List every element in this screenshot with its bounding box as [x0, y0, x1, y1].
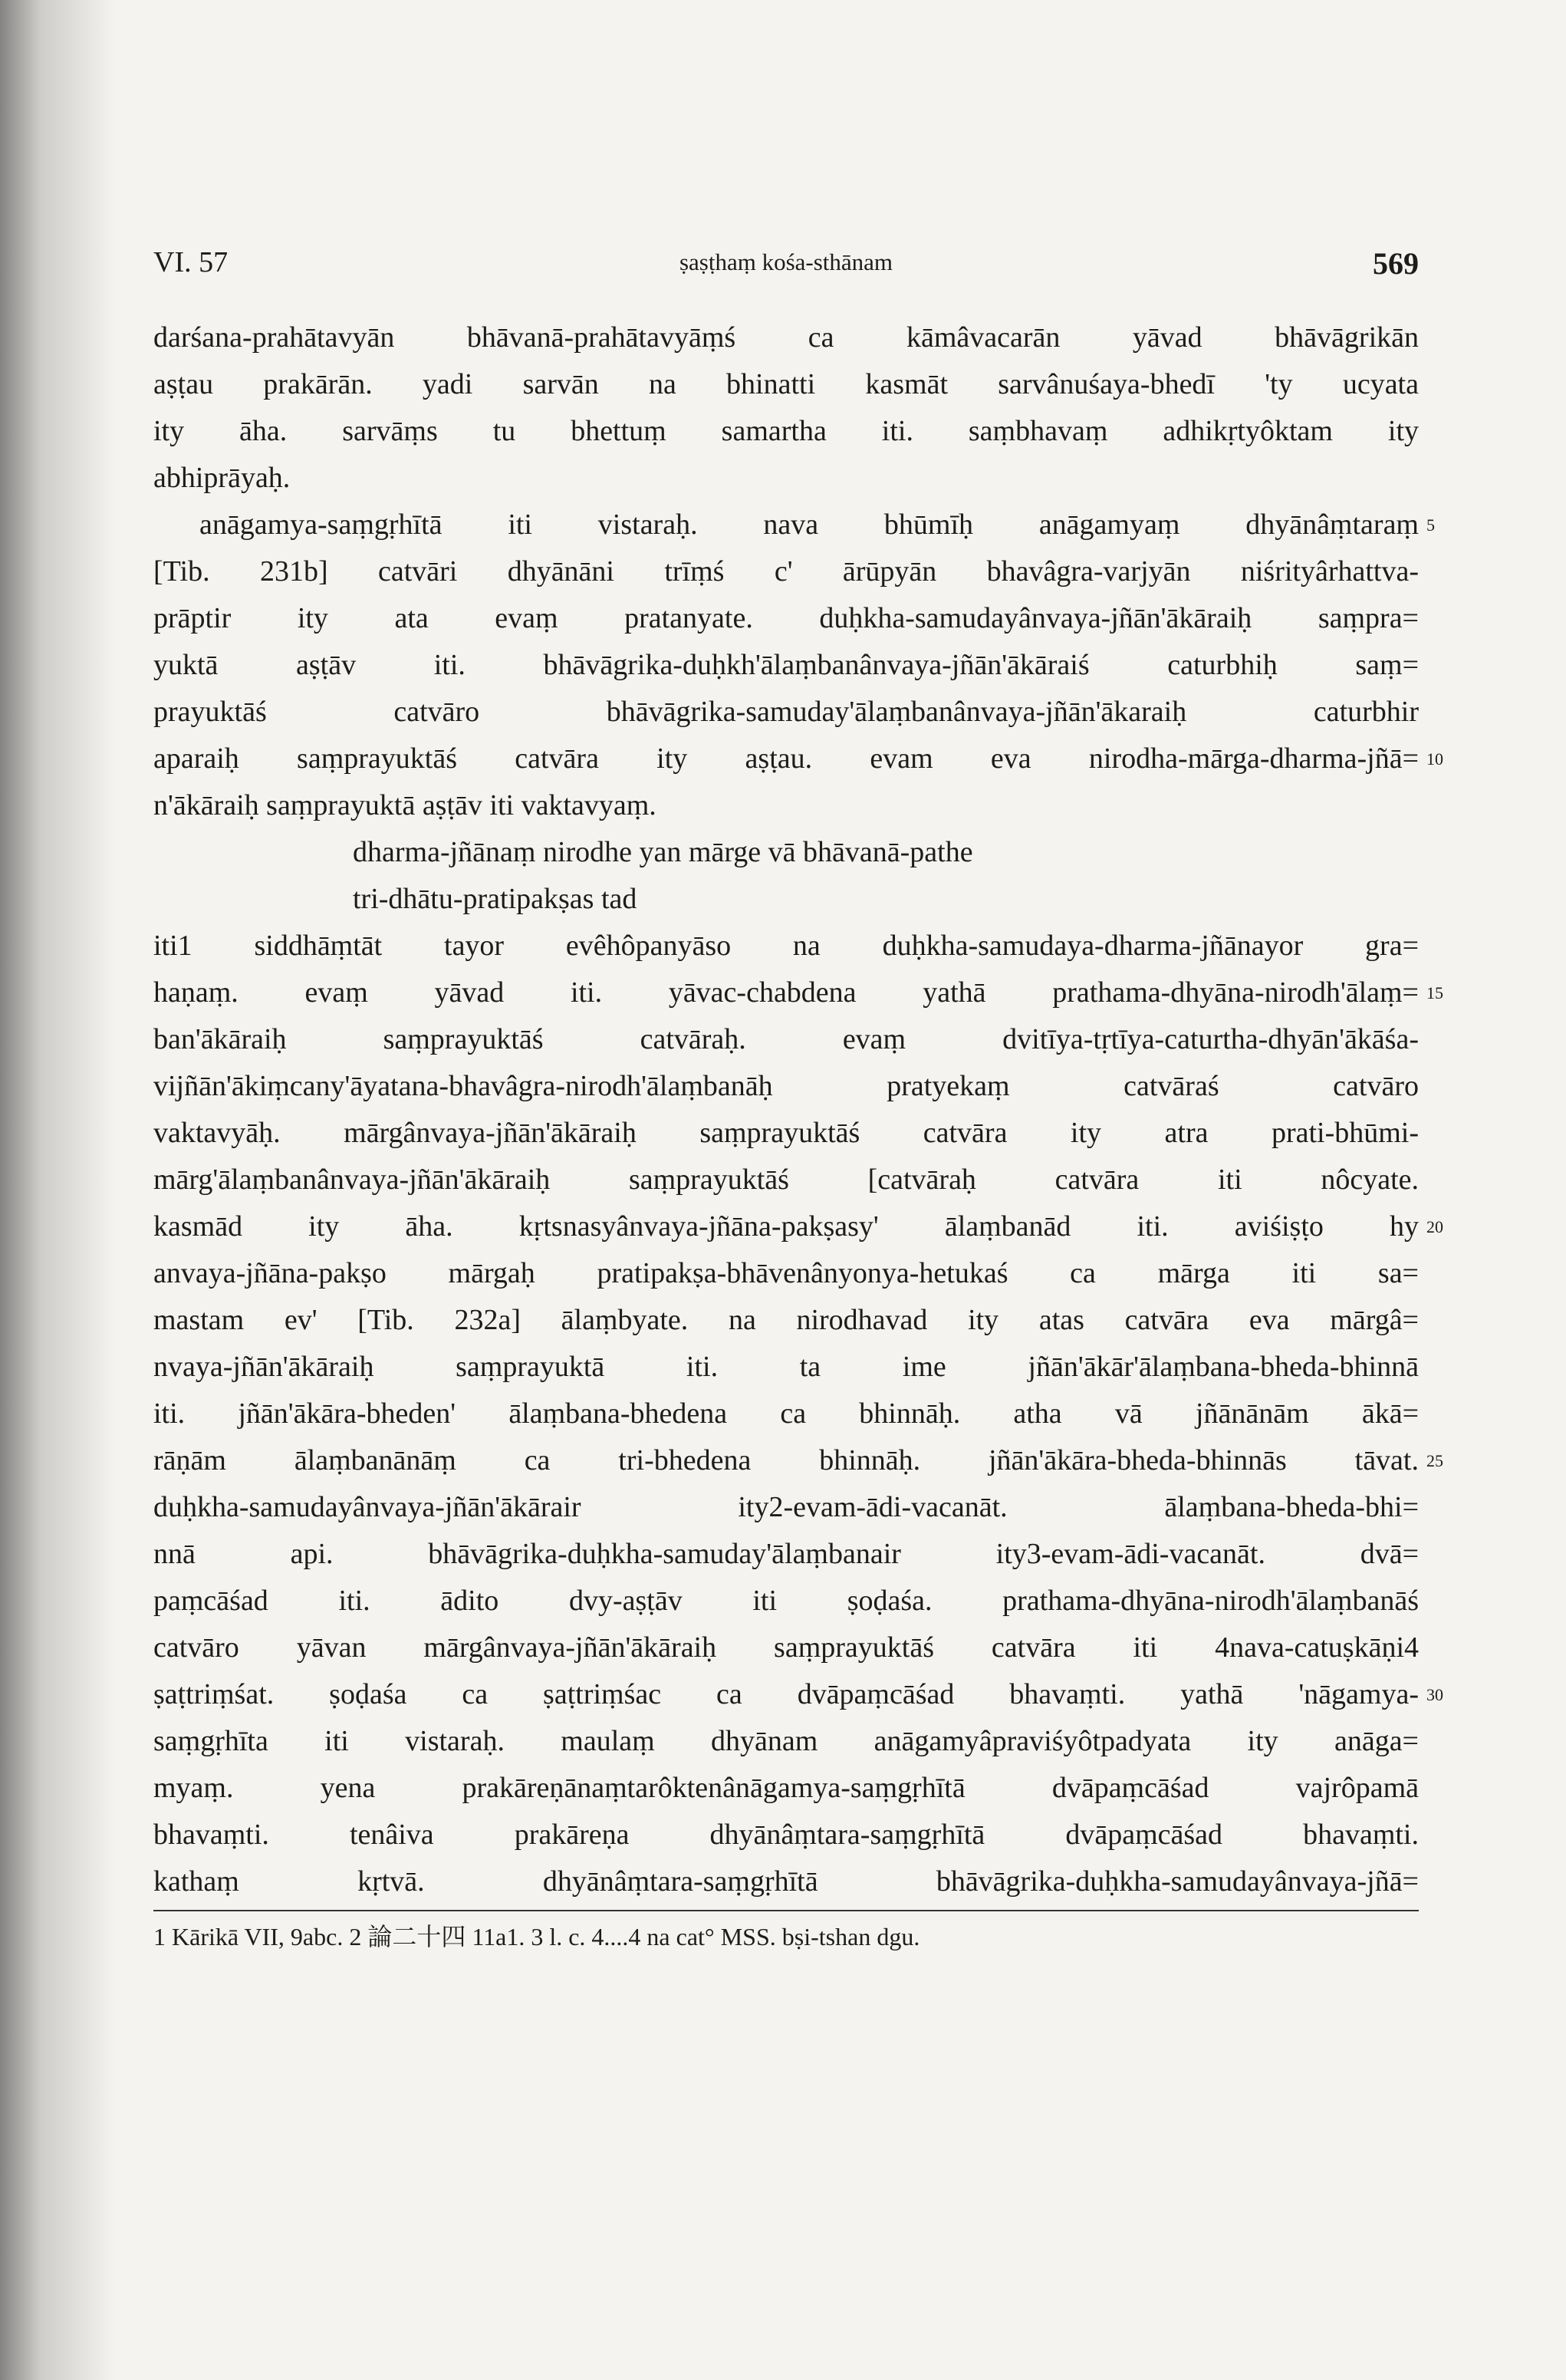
- text-line: prāptir ity ata evaṃ pratanyate. duḥkha-samudayânvaya-jñān'ākāraiḥ saṃpra=: [153, 602, 1419, 634]
- text-line: [Tib. 231b] catvāri dhyānāni trīṃś c' ārūpyān bhavâgra-varjyān niśrityârhattva-: [153, 555, 1419, 588]
- text-line: anvaya-jñāna-pakṣo mārgaḥ pratipakṣa-bhāvenânyonya-hetukaś ca mārga iti sa=: [153, 1257, 1419, 1289]
- line-number: 5: [1426, 515, 1435, 535]
- line-number: 25: [1426, 1451, 1443, 1470]
- text-line: aṣṭau prakārān. yadi sarvān na bhinatti kasmāt sarvânuśaya-bhedī 'ty ucyata: [153, 368, 1419, 400]
- text-line: kasmād ity āha. kṛtsnasyânvaya-jñāna-pakṣasy' ālaṃbanād iti. aviśiṣṭo hy 20: [153, 1203, 1419, 1250]
- footnotes: 1 Kārikā VII, 9abc. 2 論二十四 11a1. 3 l. c. 4....4 na cat° MSS. bṣi-tshan dgu.: [153, 1923, 920, 1950]
- text-line: n'ākāraiḥ saṃprayuktā aṣṭāv iti vaktavyaṃ.: [153, 789, 656, 821]
- text-line: rāṇām ālaṃbanānāṃ ca tri-bhedena bhinnāḥ. jñān'ākāra-bheda-bhinnās tāvat. 25: [153, 1437, 1419, 1484]
- text-line: darśana-prahātavyān bhāvanā-prahātavyāṃś ca kāmâvacarān yāvad bhāvāgrikān: [153, 321, 1419, 354]
- text-line: anāgamya-saṃgṛhītā iti vistaraḥ. nava bhūmīḥ anāgamyaṃ dhyānâṃtaraṃ 5: [153, 502, 1419, 548]
- verse-line: dharma-jñānaṃ nirodhe yan mārge vā bhāvanā-pathe: [353, 836, 973, 868]
- text-line: iti. jñān'ākāra-bheden' ālaṃbana-bhedena ca bhinnāḥ. atha vā jñānānām ākā=: [153, 1397, 1419, 1430]
- text-line: mastam ev' [Tib. 232a] ālaṃbyate. na nirodhavad ity atas catvāra eva mārgâ=: [153, 1304, 1419, 1336]
- running-title: ṣaṣṭhaṃ kośa-sthānam: [679, 249, 893, 275]
- text-line: catvāro yāvan mārgânvaya-jñān'ākāraiḥ saṃprayuktāś catvāra iti 4nava-catuṣkāṇi4: [153, 1631, 1419, 1664]
- text-line: ṣaṭtriṃśat. ṣoḍaśa ca ṣaṭtriṃśac ca dvāpaṃcāśad bhavaṃti. yathā 'nāgamya- 30: [153, 1671, 1419, 1718]
- text-line: bhavaṃti. tenâiva prakāreṇa dhyānâṃtara-saṃgṛhītā dvāpaṃcāśad bhavaṃti.: [153, 1819, 1419, 1851]
- text-line: aparaiḥ saṃprayuktāś catvāra ity aṣṭau. evam eva nirodha-mārga-dharma-jñā= 10: [153, 736, 1419, 782]
- line-number: 30: [1426, 1685, 1443, 1704]
- text-line: vijñān'ākiṃcany'āyatana-bhavâgra-nirodh'ālaṃbanāḥ pratyekaṃ catvāraś catvāro: [153, 1070, 1419, 1102]
- scan-edge-shadow: [0, 0, 115, 2380]
- text-line: iti1 siddhāṃtāt tayor evêhôpanyāso na duḥkha-samudaya-dharma-jñānayor gra=: [153, 930, 1419, 962]
- text-line: myaṃ. yena prakāreṇānaṃtarôktenânāgamya-saṃgṛhītā dvāpaṃcāśad vajrôpamā: [153, 1772, 1419, 1804]
- body-text: [153, 314, 1443, 1905]
- text-line: vaktavyāḥ. mārgânvaya-jñān'ākāraiḥ saṃprayuktāś catvāra ity atra prati-bhūmi-: [153, 1117, 1419, 1149]
- text-line: abhiprāyaḥ.: [153, 462, 291, 494]
- line-number: 20: [1426, 1217, 1443, 1236]
- text-line: prayuktāś catvāro bhāvāgrika-samuday'ālaṃbanânvaya-jñān'ākaraiḥ caturbhir: [153, 696, 1419, 728]
- line-number: 15: [1426, 983, 1443, 1002]
- text-line: mārg'ālaṃbanânvaya-jñān'ākāraiḥ saṃprayuktāś [catvāraḥ catvāra iti nôcyate.: [153, 1164, 1419, 1196]
- line-number: 10: [1426, 749, 1443, 769]
- page-number: 569: [1373, 246, 1419, 281]
- page-header: [153, 238, 1419, 284]
- text-line: kathaṃ kṛtvā. dhyānâṃtara-saṃgṛhītā bhāvāgrika-duḥkha-samudayânvaya-jñā=: [153, 1865, 1419, 1898]
- text-line: duḥkha-samudayânvaya-jñān'ākārair ity2-evam-ādi-vacanāt. ālaṃbana-bheda-bhi=: [153, 1491, 1419, 1523]
- text-line: ban'ākāraiḥ saṃprayuktāś catvāraḥ. evaṃ dvitīya-tṛtīya-caturtha-dhyān'ākāśa-: [153, 1023, 1419, 1055]
- chapter-verse: VI. 57: [153, 246, 229, 278]
- text-line: ity āha. sarvāṃs tu bhettuṃ samartha iti. saṃbhavaṃ adhikṛtyôktam ity: [153, 415, 1419, 447]
- footnote-divider: [153, 1910, 1419, 1911]
- verse-line: tri-dhātu-pratipakṣas tad: [353, 883, 637, 915]
- text-line: nnā api. bhāvāgrika-duḥkha-samuday'ālaṃbanair ity3-evam-ādi-vacanāt. dvā=: [153, 1538, 1419, 1570]
- text-line: yuktā aṣṭāv iti. bhāvāgrika-duḥkh'ālaṃbanânvaya-jñān'ākāraiś caturbhiḥ saṃ=: [153, 649, 1419, 681]
- text-line: saṃgṛhīta iti vistaraḥ. maulaṃ dhyānam anāgamyâpraviśyôtpadyata ity anāga=: [153, 1725, 1419, 1757]
- text-line: nvaya-jñān'ākāraiḥ saṃprayuktā iti. ta ime jñān'ākār'ālaṃbana-bheda-bhinnā: [153, 1351, 1419, 1383]
- text-line: haṇaṃ. evaṃ yāvad iti. yāvac-chabdena yathā prathama-dhyāna-nirodh'ālaṃ= 15: [153, 969, 1419, 1016]
- text-line: paṃcāśad iti. ādito dvy-aṣṭāv iti ṣoḍaśa. prathama-dhyāna-nirodh'ālaṃbanāś: [153, 1585, 1419, 1617]
